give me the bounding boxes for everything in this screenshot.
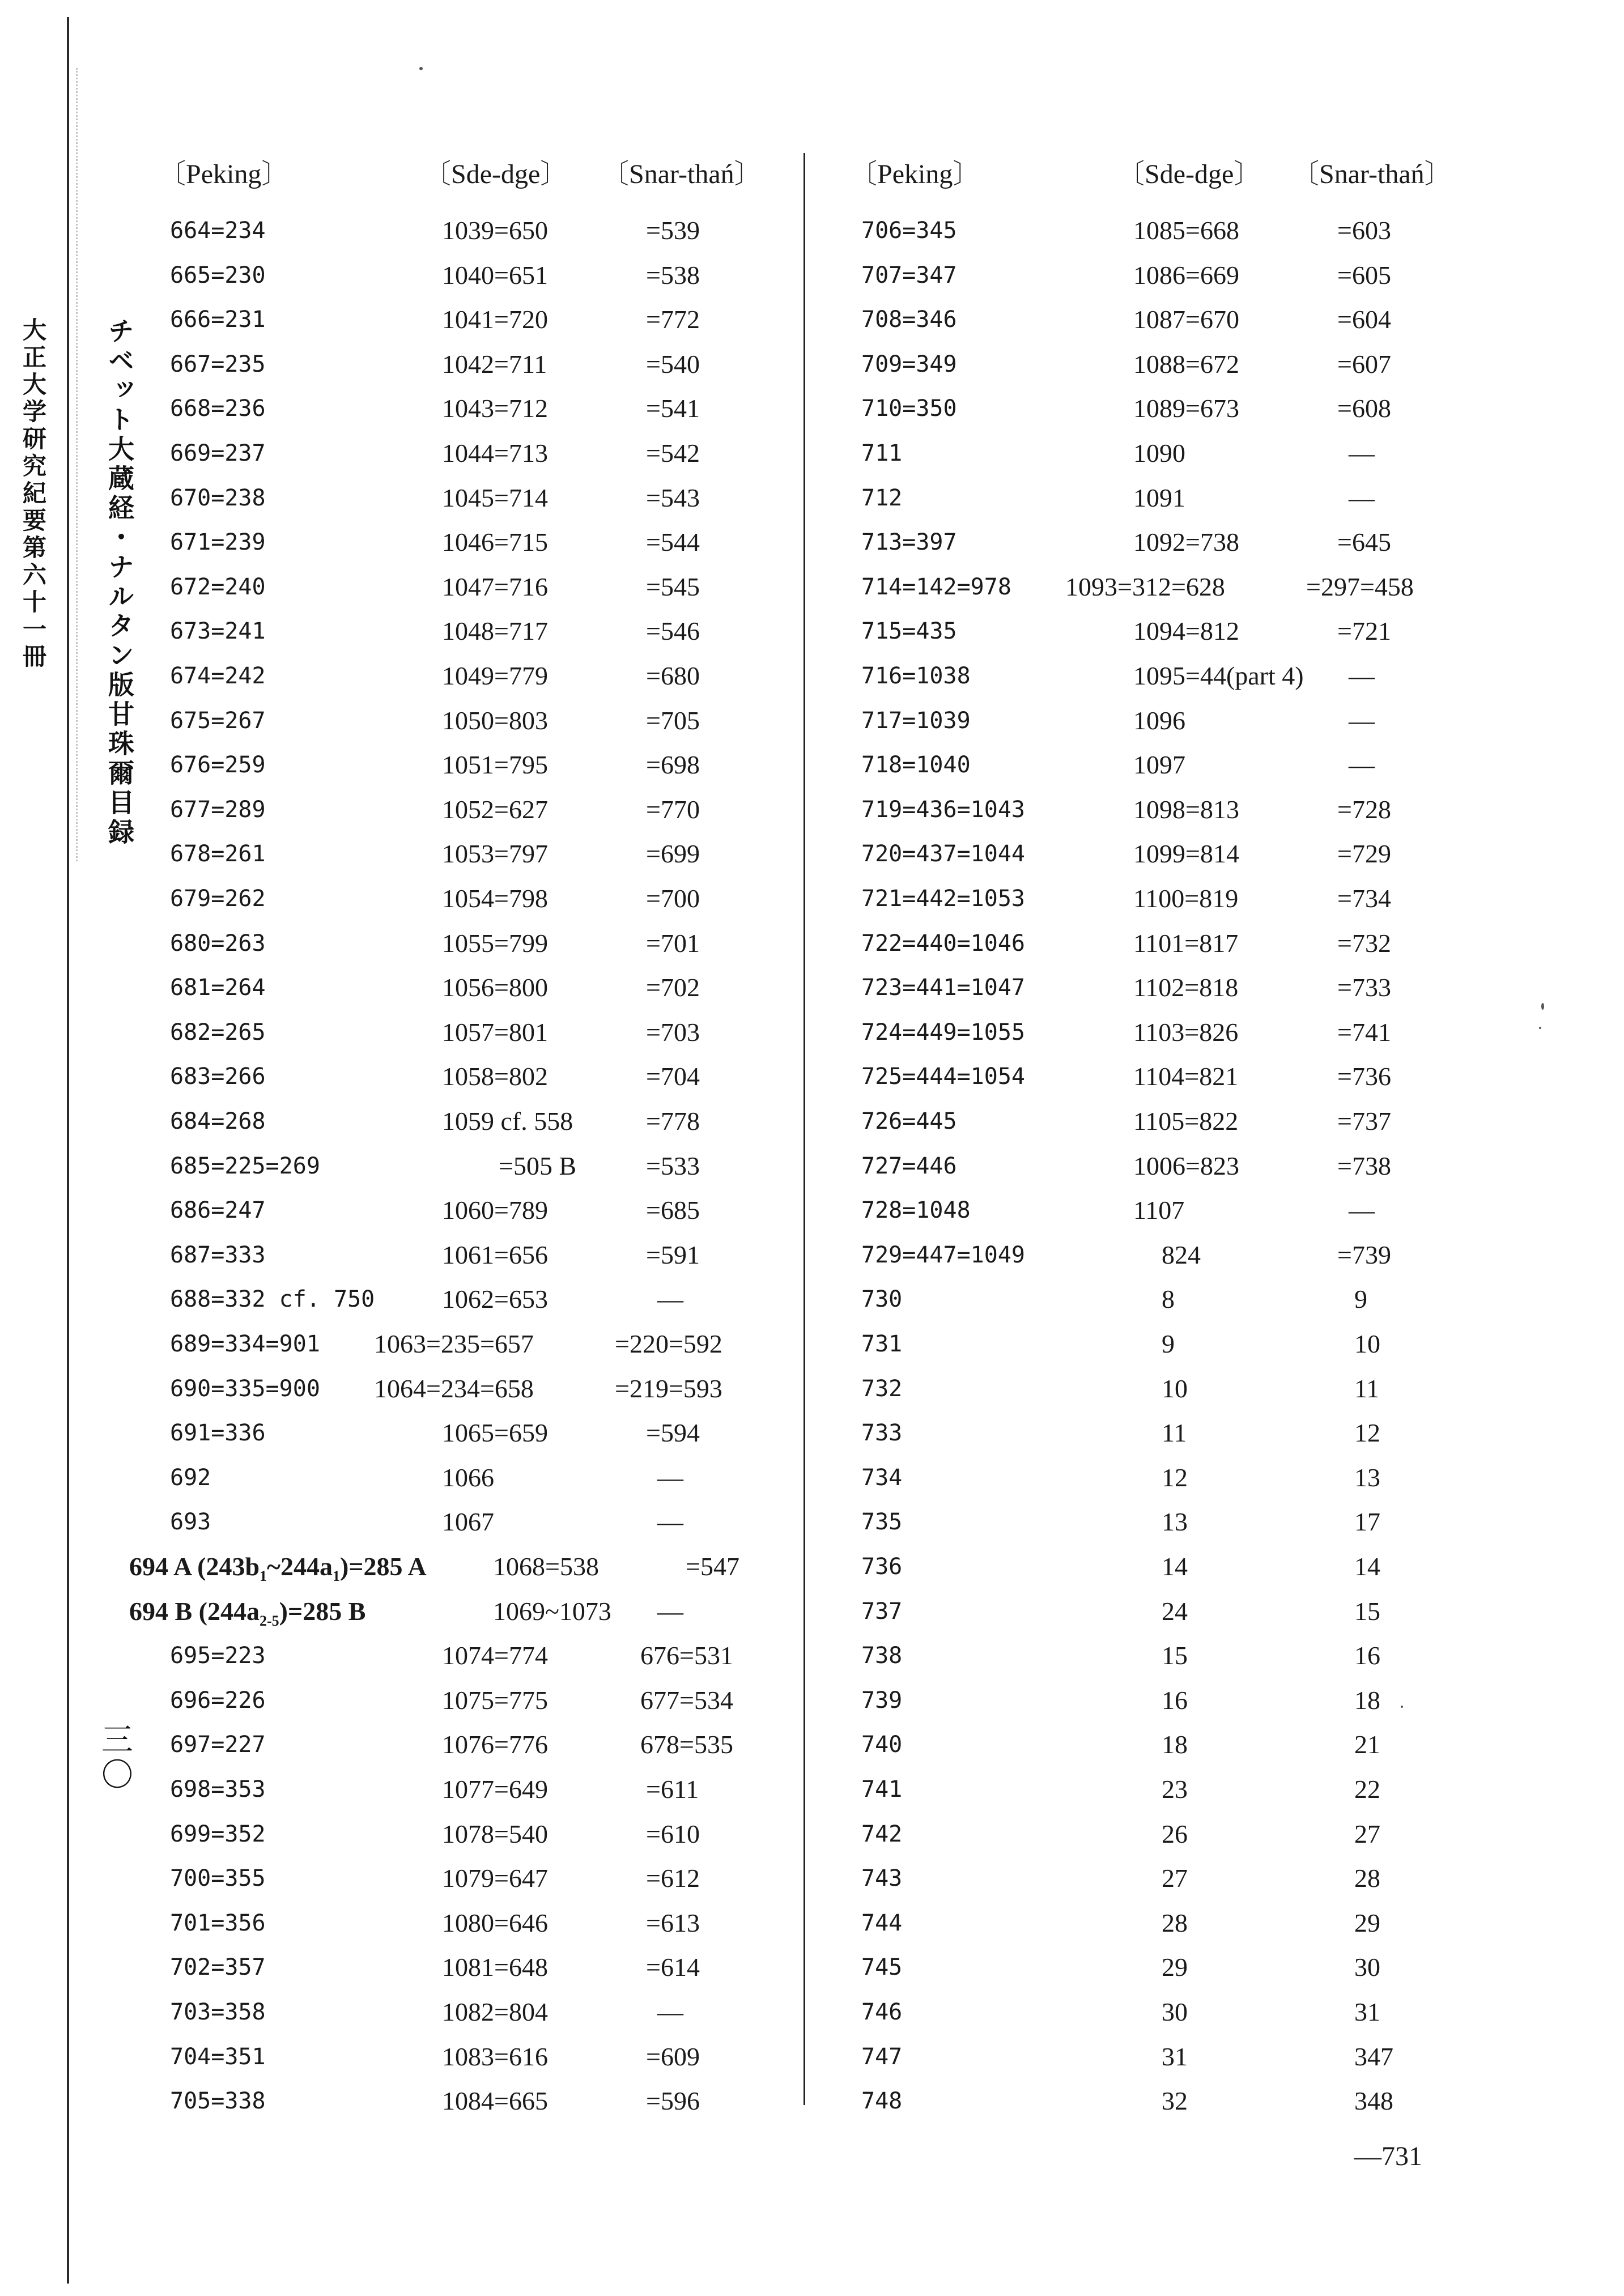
left-peking-cell: 704=351 [170,2043,266,2070]
left-peking-cell: 686=247 [170,1197,266,1224]
left-snarthan-cell: 678=535 [640,1730,733,1759]
scan-speck [1539,1027,1541,1029]
left-snarthan-cell: =594 [646,1418,700,1448]
right-sdedge-cell: 1104=821 [1133,1062,1239,1091]
left-snarthan-cell: =612 [646,1864,700,1893]
right-sdedge-cell: 1006=823 [1133,1151,1239,1180]
right-sdedge-cell: 1096 [1133,705,1185,735]
left-peking-cell: 703=358 [170,1999,266,2025]
right-snarthan-cell: =737 [1337,1107,1391,1136]
right-peking-cell: 738 [861,1643,903,1669]
right-snarthan-cell: =741 [1337,1017,1391,1047]
left-sdedge-cell: 1083=616 [442,2042,548,2071]
right-sdedge-cell: 1092=738 [1133,528,1239,557]
right-sdedge-cell: 1107 [1133,1196,1185,1225]
left-sdedge-cell: 1040=651 [442,260,548,290]
right-sdedge-cell: 16 [1162,1685,1188,1715]
left-sdedge-cell: 1075=775 [442,1685,548,1715]
left-sdedge-cell: 1058=802 [442,1062,548,1091]
left-peking-cell: 682=265 [170,1019,266,1045]
catalog-title: チベット大蔵経・ナルタン版甘珠爾目録 [104,317,135,848]
right-sdedge-cell: 23 [1162,1775,1188,1804]
right-peking-cell: 713=397 [861,529,957,556]
right-peking-cell: 706=345 [861,218,957,244]
right-peking-cell: 737 [861,1598,903,1625]
right-peking-cell: 730 [861,1286,903,1313]
right-peking-cell: 745 [861,1954,903,1981]
left-sdedge-cell: 1081=648 [442,1953,548,1982]
left-sdedge-cell: 1069~1073 [493,1596,611,1626]
right-peking-cell: 736 [861,1554,903,1580]
left-snarthan-cell: =591 [646,1240,700,1269]
left-snarthan-cell: =533 [646,1151,700,1180]
left-header-sdedge: 〔Sde-dge〕 [424,159,568,189]
left-peking-cell: 702=357 [170,1954,266,1981]
left-sdedge-cell: 1057=801 [442,1017,548,1047]
right-snarthan-cell: — [1349,750,1375,780]
scan-speck [1401,1706,1403,1708]
right-peking-cell: 710=350 [861,396,957,422]
left-sdedge-cell: 1054=798 [442,884,548,913]
left-snarthan-cell: =700 [646,884,700,913]
right-snarthan-cell: 21 [1354,1730,1380,1759]
left-snarthan-cell: =702 [646,973,700,1002]
left-snarthan-cell: — [657,1997,683,2026]
right-snarthan-cell: 15 [1354,1596,1380,1626]
left-snarthan-cell: =539 [646,216,700,245]
left-snarthan-cell: — [657,1507,683,1537]
right-header-sdedge: 〔Sde-dge〕 [1117,159,1261,189]
left-snarthan-cell: — [657,1285,683,1314]
right-snarthan-cell: 14 [1354,1552,1380,1581]
right-header-snarthan: 〔Snar-thań〕 [1292,159,1452,189]
right-sdedge-cell: 1087=670 [1133,305,1239,334]
left-snarthan-cell: 677=534 [640,1685,733,1715]
left-sdedge-cell: 1078=540 [442,1819,548,1848]
right-snarthan-cell: =728 [1337,794,1391,824]
left-peking-cell: 666=231 [170,307,266,333]
right-peking-cell: 748 [861,2088,903,2115]
right-sdedge-cell: 13 [1162,1507,1188,1537]
right-sdedge-cell: 1086=669 [1133,260,1239,290]
left-peking-cell: 701=356 [170,1910,266,1936]
left-sdedge-cell: =505 B [499,1151,577,1180]
left-sdedge-cell: 1076=776 [442,1730,548,1759]
left-sdedge-cell: 1050=803 [442,705,548,735]
left-peking-cell: 668=236 [170,396,266,422]
right-snarthan-cell: 10 [1354,1329,1380,1358]
right-snarthan-cell: 12 [1354,1418,1380,1448]
right-snarthan-cell: =603 [1337,216,1391,245]
left-peking-cell: 689=334=901 [170,1331,320,1357]
left-snarthan-cell: =545 [646,572,700,601]
left-snarthan-cell: =538 [646,260,700,290]
left-sdedge-cell: 1046=715 [442,528,548,557]
left-peking-cell: 678=261 [170,841,266,868]
left-peking-cell: 683=266 [170,1064,266,1090]
right-peking-cell: 729=447=1049 [861,1241,1025,1268]
right-snarthan-cell: — [1349,705,1375,735]
right-peking-cell: 724=449=1055 [861,1019,1025,1045]
right-snarthan-cell: =605 [1337,260,1391,290]
left-sdedge-cell: 1080=646 [442,1908,548,1937]
right-snarthan-cell: 22 [1354,1775,1380,1804]
left-snarthan-cell: =546 [646,616,700,646]
left-snarthan-cell: 676=531 [640,1641,733,1670]
left-snarthan-cell: =699 [646,839,700,869]
left-snarthan-cell: =770 [646,794,700,824]
right-sdedge-cell: 1098=813 [1133,794,1239,824]
right-snarthan-cell: 16 [1354,1641,1380,1670]
left-peking-cell: 692 [170,1464,211,1491]
left-sdedge-cell: 1084=665 [442,2086,548,2116]
left-sdedge-cell: 1082=804 [442,1997,548,2026]
left-peking-cell: 696=226 [170,1687,266,1714]
left-sdedge-cell: 1066 [442,1462,494,1492]
right-peking-cell: 712 [861,484,903,511]
left-sdedge-cell: 1043=712 [442,394,548,423]
left-snarthan-cell: =778 [646,1107,700,1136]
right-snarthan-cell: — [1349,439,1375,467]
right-sdedge-cell: 1089=673 [1133,394,1239,423]
right-sdedge-cell: 1090 [1133,439,1185,467]
right-snarthan-cell: =733 [1337,973,1391,1002]
left-peking-cell: 695=223 [170,1643,266,1669]
right-peking-cell: 708=346 [861,307,957,333]
left-sdedge-cell: 1047=716 [442,572,548,601]
subscript: 1 [332,1568,340,1584]
right-snarthan-cell: =297=458 [1306,572,1414,601]
right-sdedge-cell: 824 [1162,1240,1201,1269]
right-sdedge-cell: 14 [1162,1552,1188,1581]
left-sdedge-cell: 1042=711 [442,349,547,379]
left-peking-cell: 670=238 [170,484,266,511]
left-sdedge-cell: 1052=627 [442,794,548,824]
right-peking-cell: 723=441=1047 [861,975,1025,1001]
left-snarthan-cell: =611 [646,1775,699,1804]
right-peking-cell: 721=442=1053 [861,886,1025,912]
right-sdedge-cell: 8 [1162,1285,1175,1314]
right-sdedge-cell: 1105=822 [1133,1107,1239,1136]
right-snarthan-cell: 11 [1354,1374,1380,1403]
left-peking-cell: 669=237 [170,440,266,466]
right-sdedge-cell: 28 [1162,1908,1188,1937]
right-peking-cell: 743 [861,1865,903,1892]
left-snarthan-cell: =701 [646,928,700,958]
left-snarthan-cell: =614 [646,1953,700,1982]
page-number: —731 [1354,2141,1422,2171]
right-sdedge-cell: 1094=812 [1133,616,1239,646]
right-snarthan-cell: 30 [1354,1953,1380,1982]
right-peking-cell: 725=444=1054 [861,1064,1025,1090]
right-peking-cell: 722=440=1046 [861,930,1025,956]
right-sdedge-cell: 1093=312=628 [1065,572,1225,601]
left-peking-cell: 673=241 [170,618,266,645]
left-sdedge-cell: 1064=234=658 [374,1374,534,1403]
left-snarthan-cell: =541 [646,394,700,423]
right-snarthan-cell: =608 [1337,394,1391,423]
right-snarthan-cell: 17 [1354,1507,1380,1537]
left-header-snarthan: 〔Snar-thań〕 [602,159,762,189]
right-sdedge-cell: 1100=819 [1133,884,1239,913]
left-snarthan-cell: =703 [646,1017,700,1047]
left-sdedge-cell: 1062=653 [442,1285,548,1314]
right-peking-cell: 739 [861,1687,903,1714]
left-snarthan-cell: =772 [646,305,700,334]
left-peking-cell: 691=336 [170,1420,266,1447]
right-peking-cell: 715=435 [861,618,957,645]
left-snarthan-cell: =705 [646,705,700,735]
right-sdedge-cell: 1095=44(part 4) [1133,661,1304,690]
right-peking-cell: 746 [861,1999,903,2025]
left-peking-cell: 685=225=269 [170,1153,320,1179]
right-peking-cell: 727=446 [861,1153,957,1179]
left-sdedge-cell: 1065=659 [442,1418,548,1448]
left-peking-cell: 680=263 [170,930,266,956]
right-sdedge-cell: 1091 [1133,483,1185,512]
right-snarthan-cell: =729 [1337,839,1391,869]
right-sdedge-cell: 1102=818 [1133,973,1239,1002]
right-snarthan-cell: 29 [1354,1908,1380,1937]
left-peking-cell: 699=352 [170,1821,266,1847]
right-sdedge-cell: 1085=668 [1133,216,1239,245]
left-peking-cell: 667=235 [170,351,266,377]
left-snarthan-cell: =704 [646,1062,700,1091]
left-peking-cell: 684=268 [170,1108,266,1134]
right-snarthan-cell: 31 [1354,1997,1380,2026]
right-sdedge-cell: 27 [1162,1864,1188,1893]
left-peking-cell: 677=289 [170,796,266,823]
binding-edge [67,17,69,2284]
left-sdedge-cell: 1048=717 [442,616,548,646]
left-snarthan-cell: =685 [646,1196,700,1225]
left-sdedge-cell: 1079=647 [442,1864,548,1893]
left-snarthan-cell: — [657,1462,683,1492]
left-sdedge-cell: 1077=649 [442,1775,548,1804]
right-sdedge-cell: 15 [1162,1641,1188,1670]
right-peking-cell: 732 [861,1375,903,1402]
left-header-peking: 〔Peking〕 [159,159,289,189]
left-sdedge-cell: 1041=720 [442,305,548,334]
left-snarthan-cell: =220=592 [615,1329,722,1358]
right-peking-cell: 720=437=1044 [861,841,1025,868]
right-snarthan-cell: =738 [1337,1151,1391,1180]
right-peking-cell: 719=436=1043 [861,796,1025,823]
right-snarthan-cell: 9 [1354,1285,1367,1314]
left-peking-cell: 690=335=900 [170,1375,320,1402]
left-peking-cell: 698=353 [170,1776,266,1802]
left-peking-cell: 705=338 [170,2088,266,2115]
left-snarthan-cell: =698 [646,750,700,780]
left-sdedge-cell: 1059 cf. 558 [442,1107,573,1136]
right-sdedge-cell: 32 [1162,2086,1188,2116]
right-snarthan-cell: =736 [1337,1062,1391,1091]
right-sdedge-cell: 10 [1162,1374,1188,1403]
right-sdedge-cell: 1088=672 [1133,349,1239,379]
left-snarthan-cell: =596 [646,2086,700,2116]
right-peking-cell: 744 [861,1910,903,1936]
left-peking-cell: 694 A $(243b_1\sim 244a_1)=285$ A [129,1552,427,1584]
right-sdedge-cell: 1097 [1133,750,1185,780]
right-snarthan-cell: 348 [1354,2086,1393,2116]
right-sdedge-cell: 26 [1162,1819,1188,1848]
right-peking-cell: 733 [861,1420,903,1447]
left-peking-cell: 672=240 [170,573,266,600]
left-snarthan-cell: =544 [646,528,700,557]
left-peking-cell: 671=239 [170,529,266,556]
left-sdedge-cell: 1056=800 [442,973,548,1002]
left-sdedge-cell: 1067 [442,1507,494,1537]
left-peking-cell: 694 B $(244a_{2-5})=285$ B [129,1596,366,1629]
right-peking-cell: 728=1048 [861,1197,971,1224]
right-peking-cell: 726=445 [861,1108,957,1134]
right-header-peking: 〔Peking〕 [850,159,980,189]
right-peking-cell: 711 [861,440,903,466]
subscript: 1 [260,1568,267,1584]
left-sdedge-cell: 1049=779 [442,661,548,690]
right-sdedge-cell: 1099=814 [1133,839,1239,869]
right-snarthan-cell: — [1349,661,1375,690]
right-peking-cell: 742 [861,1821,903,1847]
right-sdedge-cell: 11 [1162,1418,1187,1448]
left-peking-cell: 693 [170,1509,211,1536]
left-peking-cell: 664=234 [170,218,266,244]
right-snarthan-cell: =721 [1337,616,1391,646]
right-peking-cell: 709=349 [861,351,957,377]
left-sdedge-cell: 1044=713 [442,439,548,467]
left-snarthan-cell: =609 [646,2042,700,2071]
right-peking-cell: 731 [861,1331,903,1357]
left-sdedge-cell: 1051=795 [442,750,548,780]
right-snarthan-cell: 18 [1354,1685,1380,1715]
right-sdedge-cell: 1101=817 [1133,928,1239,958]
left-sdedge-cell: 1053=797 [442,839,548,869]
left-snarthan-cell: =680 [646,661,700,690]
right-peking-cell: 714=142=978 [861,573,1011,600]
right-snarthan-cell: — [1349,483,1375,512]
left-snarthan-cell: — [657,1596,683,1626]
right-snarthan-cell: =739 [1337,1240,1391,1269]
left-peking-cell: 675=267 [170,707,266,734]
page-number-kanji: 三〇 [96,1723,133,1793]
right-snarthan-cell: — [1349,1196,1375,1225]
left-sdedge-cell: 1060=789 [442,1196,548,1225]
right-peking-cell: 718=1040 [861,752,971,779]
right-sdedge-cell: 24 [1162,1596,1188,1626]
left-sdedge-cell: 1045=714 [442,483,548,512]
left-peking-cell: 676=259 [170,752,266,779]
left-sdedge-cell: 1061=656 [442,1240,548,1269]
right-peking-cell: 740 [861,1732,903,1758]
right-snarthan-cell: =604 [1337,305,1391,334]
left-sdedge-cell: 1039=650 [442,216,548,245]
right-snarthan-cell: 347 [1354,2042,1393,2071]
right-sdedge-cell: 31 [1162,2042,1188,2071]
left-snarthan-cell: =540 [646,349,700,379]
right-sdedge-cell: 1103=826 [1133,1017,1239,1047]
right-peking-cell: 717=1039 [861,707,971,734]
journal-running-head: 大正大学研究紀要第六十一冊 [19,317,47,671]
left-peking-cell: 688=332 cf. 750 [170,1286,375,1313]
right-snarthan-cell: =645 [1337,528,1391,557]
right-snarthan-cell: 28 [1354,1864,1380,1893]
right-peking-cell: 707=347 [861,262,957,288]
scan-speck [419,67,423,70]
right-sdedge-cell: 18 [1162,1730,1188,1759]
left-snarthan-cell: =543 [646,483,700,512]
left-snarthan-cell: =542 [646,439,700,467]
subscript: 2-5 [260,1612,279,1629]
left-sdedge-cell: 1068=538 [493,1552,599,1581]
left-snarthan-cell: =610 [646,1819,700,1848]
right-snarthan-cell: =732 [1337,928,1391,958]
left-snarthan-cell: =613 [646,1908,700,1937]
right-peking-cell: 747 [861,2043,903,2070]
right-peking-cell: 734 [861,1464,903,1491]
scan-noise [76,68,79,861]
scan-speck [1541,1003,1544,1010]
right-snarthan-cell: 27 [1354,1819,1380,1848]
right-peking-cell: 735 [861,1509,903,1536]
right-snarthan-cell: =734 [1337,884,1391,913]
right-sdedge-cell: 29 [1162,1953,1188,1982]
left-sdedge-cell: 1055=799 [442,928,548,958]
right-sdedge-cell: 30 [1162,1997,1188,2026]
right-snarthan-cell: =607 [1337,349,1391,379]
left-peking-cell: 679=262 [170,886,266,912]
left-snarthan-cell: =547 [686,1552,739,1581]
left-peking-cell: 674=242 [170,663,266,689]
right-sdedge-cell: 12 [1162,1462,1188,1492]
left-peking-cell: 665=230 [170,262,266,288]
right-peking-cell: 741 [861,1776,903,1802]
right-peking-cell: 716=1038 [861,663,971,689]
right-sdedge-cell: 9 [1162,1329,1175,1358]
column-divider [804,153,805,2105]
left-peking-cell: 700=355 [170,1865,266,1892]
left-peking-cell: 681=264 [170,975,266,1001]
right-snarthan-cell: 13 [1354,1462,1380,1492]
left-sdedge-cell: 1074=774 [442,1641,548,1670]
left-peking-cell: 687=333 [170,1241,266,1268]
left-snarthan-cell: =219=593 [615,1374,722,1403]
left-sdedge-cell: 1063=235=657 [374,1329,534,1358]
left-peking-cell: 697=227 [170,1732,266,1758]
